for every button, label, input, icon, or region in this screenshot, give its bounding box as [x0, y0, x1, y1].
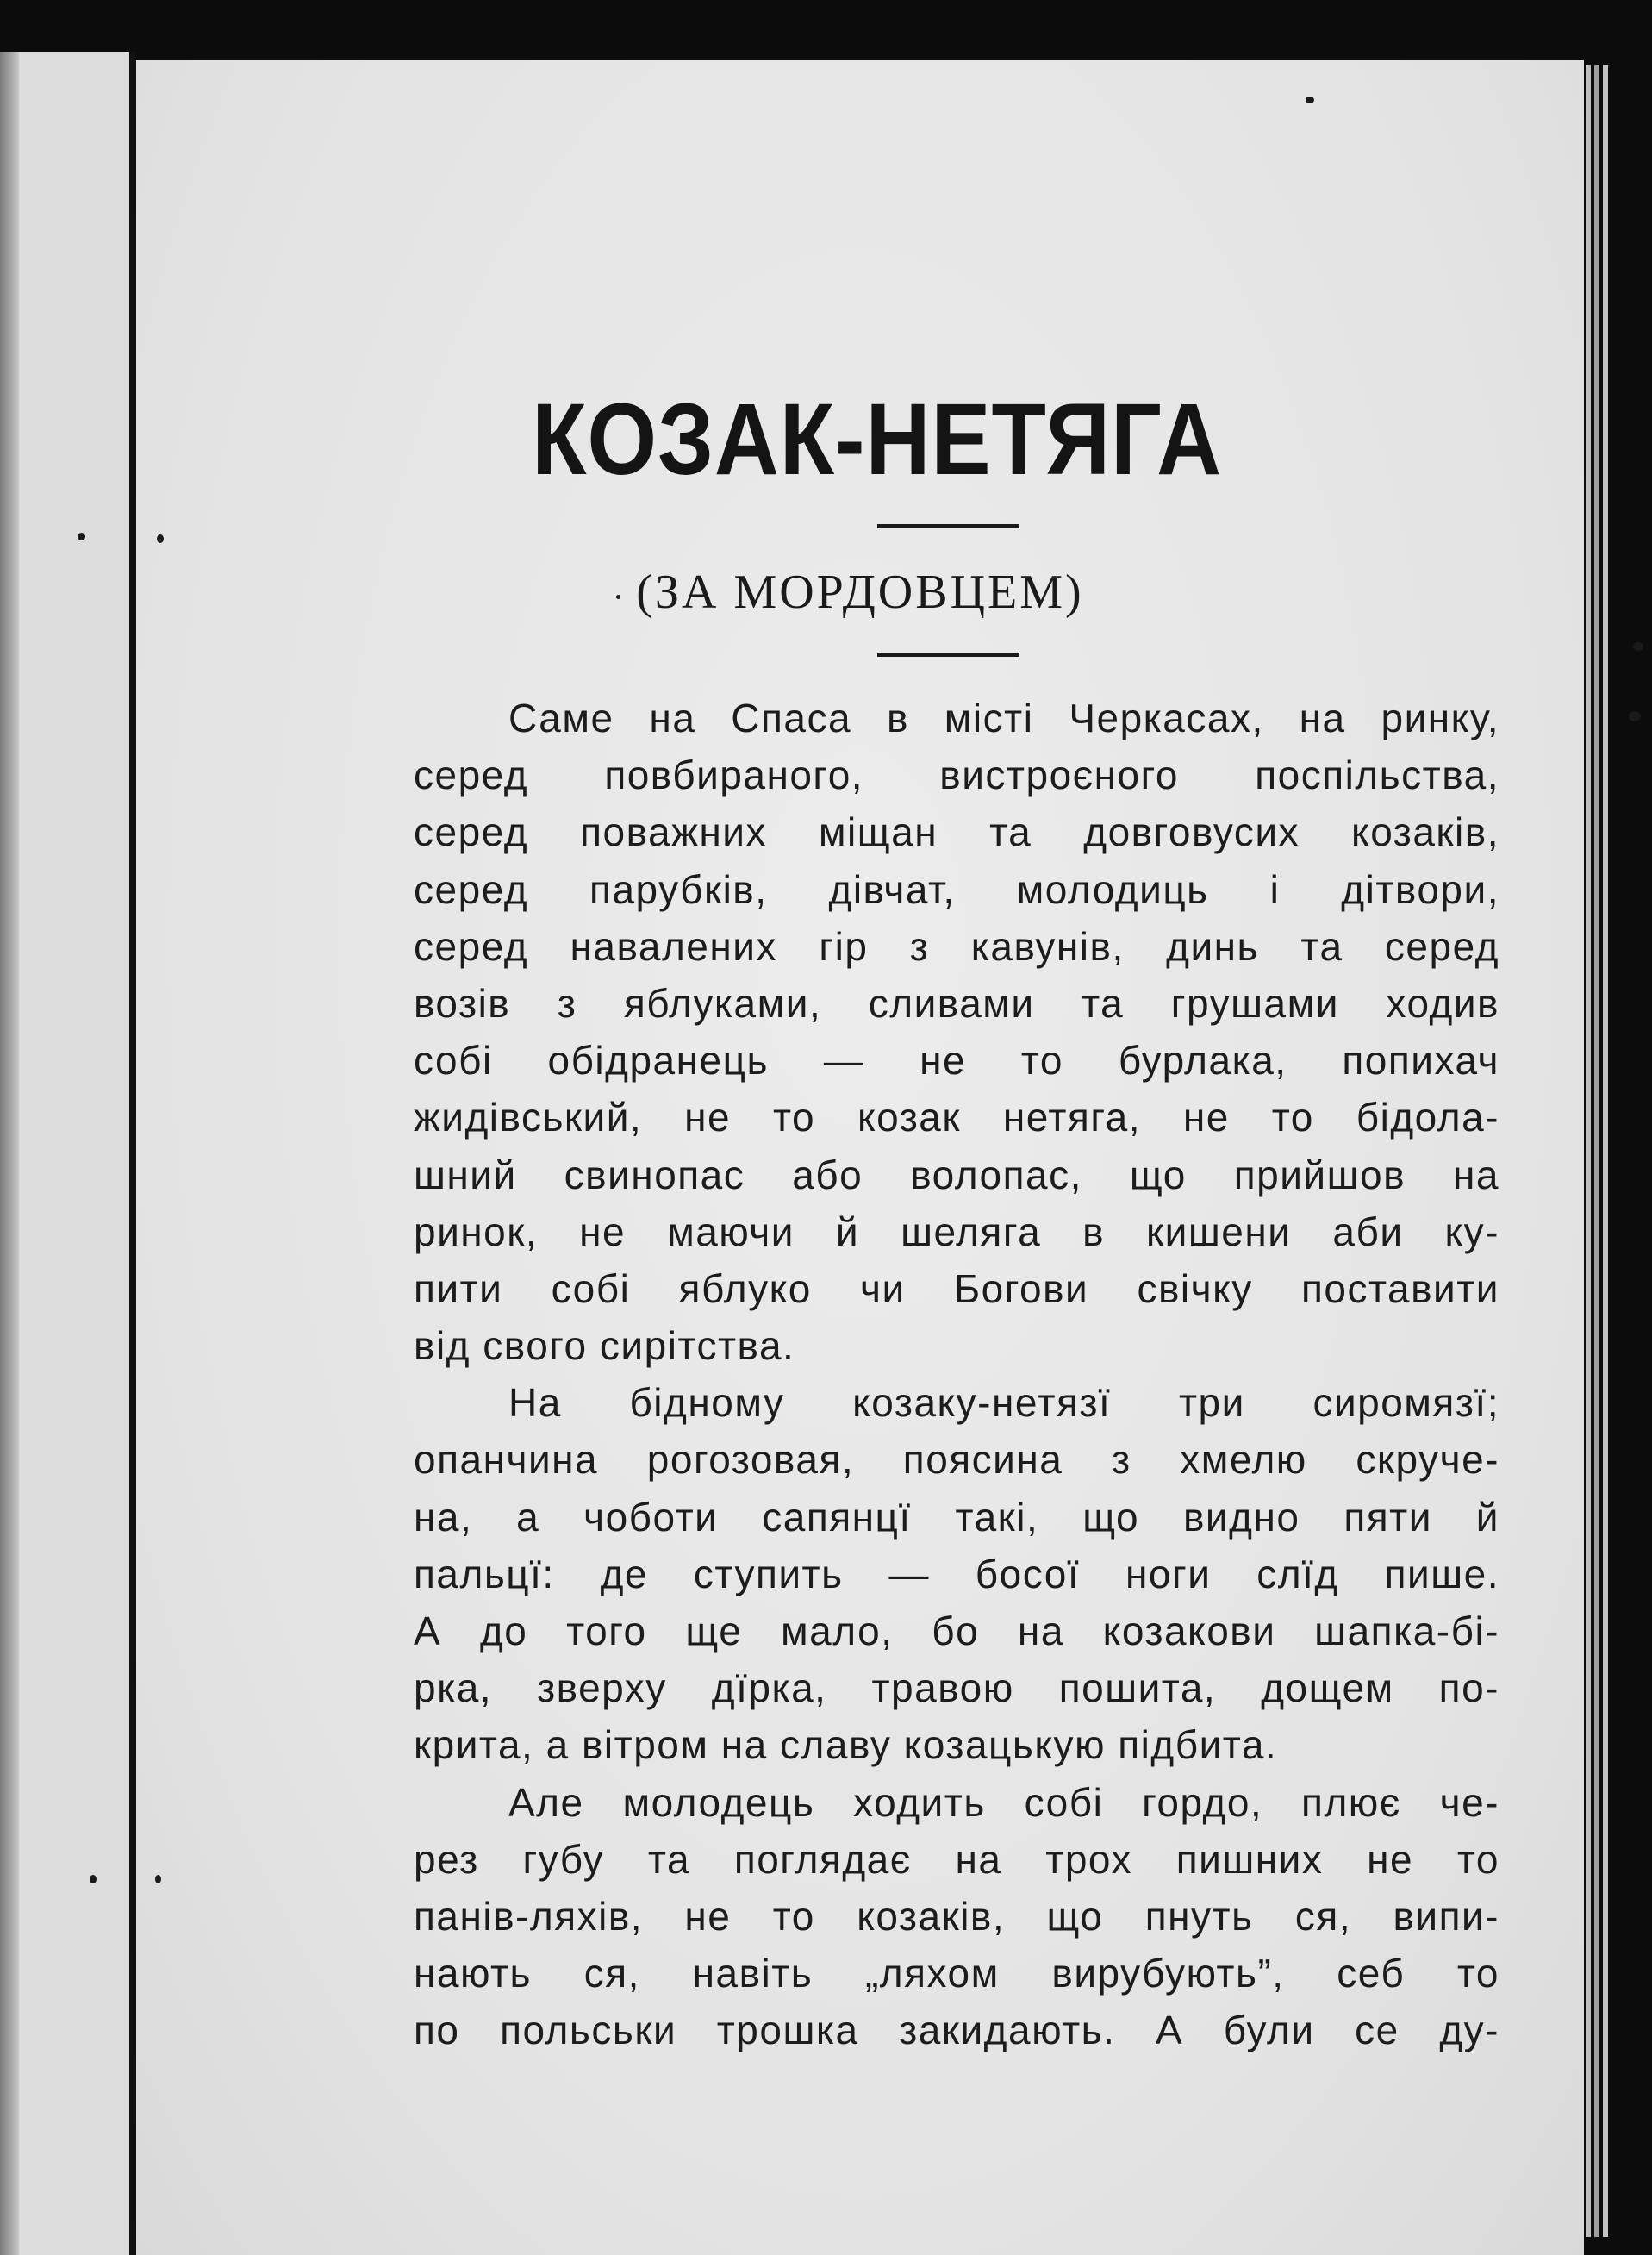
text-line: На бідному козаку-нетязї три сиромязї; [508, 1380, 1499, 1426]
page-edge-strip [1586, 65, 1591, 2237]
scan-speck [1633, 642, 1643, 651]
text-line: серед парубків, дівчат, молодиць і дітвори, [414, 866, 1499, 912]
text-line: панів-ляхів, не то козаків, що пнуть ся, випи- [414, 1893, 1499, 1939]
text-line: серед навалених гір з кавунів, динь та серед [414, 923, 1499, 969]
scan-speck [78, 533, 85, 540]
text-line: А до того ще мало, бо на козакови шапка-бі- [414, 1608, 1499, 1653]
page-subtitle: (ЗА МОРДОВЦЕМ) [636, 565, 1084, 619]
title-divider [877, 524, 1019, 528]
scan-speck [155, 1875, 161, 1883]
text-line: рез губу та поглядає на трох пишних не то [414, 1836, 1499, 1882]
text-line: від свого сирітства. [414, 1323, 795, 1369]
page-edge-strip [1603, 65, 1608, 2237]
text-line: шний свинопас або волопас, що прийшов на [414, 1152, 1499, 1197]
text-line: пальцї: де ступить — босої ноги слїд пише. [414, 1551, 1499, 1596]
text-line: Саме на Спаса в місті Черкасах, на ринку, [508, 696, 1499, 740]
text-line: ринок, не маючи й шеляга в кишени аби ку- [414, 1209, 1499, 1254]
subtitle-divider [877, 653, 1019, 657]
text-line: на, а чоботи сапянцї такі, що видно пяти й [414, 1494, 1499, 1540]
text-line: Але молодець ходить собі гордо, плює че- [508, 1779, 1499, 1825]
text-line: пити собі яблуко чи Богови свічку поставити [414, 1265, 1499, 1311]
text-line: собі обідранець — не то бурлака, попихач [414, 1038, 1499, 1084]
text-line: возів з яблуками, сливами та грушами ходив [414, 980, 1499, 1026]
text-line: жидівський, не то козак нетяга, не то бідола- [414, 1095, 1499, 1140]
text-line: серед поважних міщан та довговусих козаків, [414, 809, 1499, 855]
page-edge-strip [1594, 65, 1599, 2237]
scan-speck [90, 1875, 97, 1883]
body-text [414, 690, 1499, 2059]
text-line: по польськи трошка закидають. А були се ду- [414, 2008, 1499, 2053]
scan-speck [1629, 711, 1641, 721]
book-gutter [129, 52, 136, 2255]
page-title: КОЗАК-НЕТЯГА [532, 383, 1223, 497]
text-line: опанчина рогозовая, поясина з хмелю скруче- [414, 1437, 1499, 1483]
scan-speck [1306, 97, 1314, 103]
text-line: крита, а вітром на славу козацькую підбита. [414, 1722, 1278, 1768]
text-line: рка, зверху дїрка, травою пошита, дощем по- [414, 1665, 1499, 1711]
text-line: нають ся, навіть „ляхом вирубують”, себ то [414, 1951, 1499, 1996]
scan-speck [157, 534, 164, 543]
left-page-edge [0, 52, 129, 2255]
text-line: серед повбираного, вистроєного поспільства, [414, 753, 1499, 798]
left-page-shadow [0, 52, 19, 2255]
